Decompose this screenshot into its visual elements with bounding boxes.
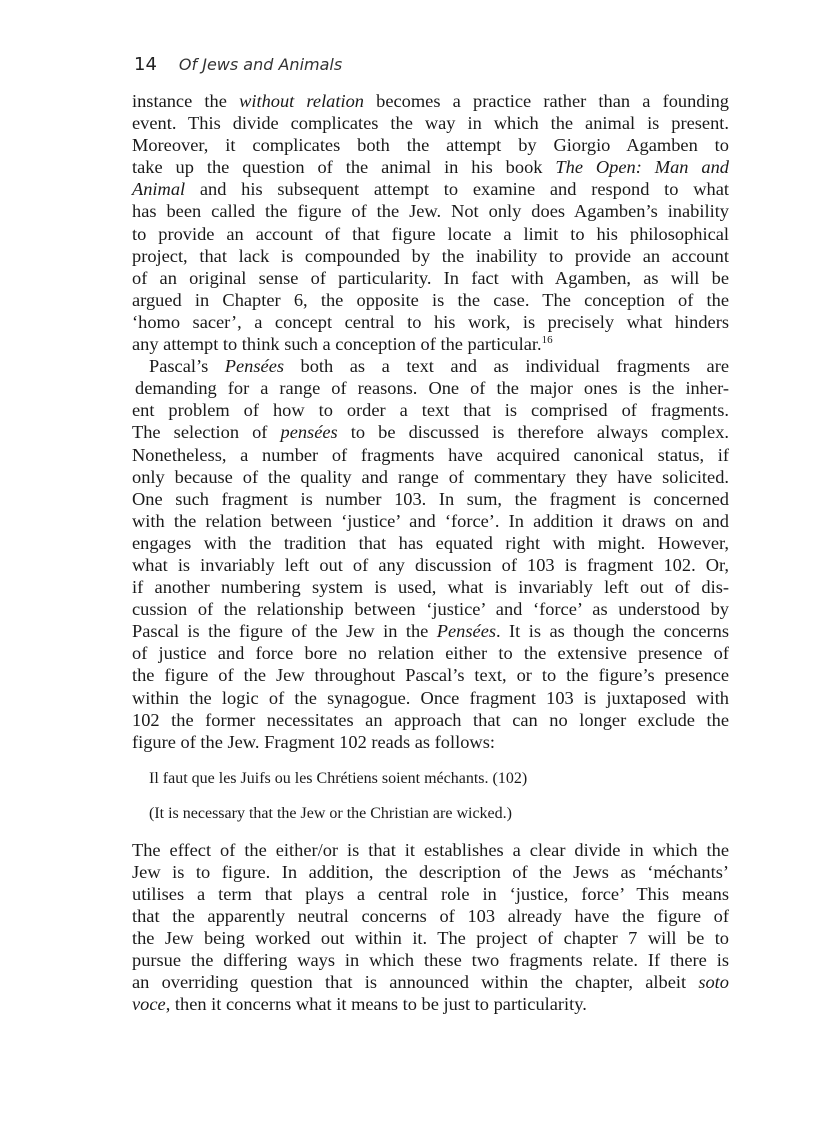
text-line: figure of the Jew. Fragment 102 reads as follows: xyxy=(132,731,495,752)
text-line: voce, then it concerns what it means to be just to particularity. xyxy=(132,994,587,1015)
text-line: event. This divide complicates the way in which the animal is present. xyxy=(132,113,729,134)
body-text xyxy=(132,90,729,1016)
text-line: of justice and force bore no relation either to the extensive presence of xyxy=(132,643,729,664)
paragraph-2 xyxy=(132,355,729,753)
text-line: within the logic of the synagogue. Once fragment 103 is juxtaposed with xyxy=(132,687,729,708)
text-line: Jew is to figure. In addition, the description of the Jews as ‘méchants’ xyxy=(132,861,729,882)
text-line: Nonetheless, a number of fragments have acquired canonical status, if xyxy=(132,444,729,465)
text-line: with the relation between ‘justice’ and ‘force’. In addition it draws on and xyxy=(132,510,729,531)
footnote-reference[interactable]: 16 xyxy=(541,334,553,347)
text-line: demanding for a range of reasons. One of the major ones is the inher- xyxy=(135,378,729,399)
text-line: take up the question of the animal in his book The Open: Man and xyxy=(132,157,729,178)
text-line: Pascal’s Pensées both as a text and as individual fragments are xyxy=(149,356,729,377)
text-line: Pascal is the figure of the Jew in the Pensées. It is as though the concerns xyxy=(132,621,729,642)
text-line: ent problem of how to order a text that is comprised of fragments. xyxy=(132,400,729,421)
work-title: Animal xyxy=(132,179,186,200)
work-title: Pensées xyxy=(436,621,497,642)
text-line: that the apparently neutral concerns of 103 already have the figure of xyxy=(132,906,729,927)
text-line: Animal and his subsequent attempt to examine and respond to what xyxy=(132,179,729,200)
text-line: engages with the tradition that has equated right with might. However, xyxy=(132,532,729,553)
text-line: only because of the quality and range of commentary they have solicited. xyxy=(132,466,729,487)
text-line: argued in Chapter 6, the opposite is the case. The conception of the xyxy=(132,289,729,310)
paragraph-1 xyxy=(132,90,729,355)
text-line: ‘homo sacer’, a concept central to his work, is precisely what hinders xyxy=(132,311,729,332)
text-line: One such fragment is number 103. In sum, the fragment is concerned xyxy=(132,488,729,509)
text-line: project, that lack is compounded by the inability to provide an account xyxy=(132,245,729,266)
quotation-english: (It is necessary that the Jew or the Christian are wicked.) xyxy=(149,804,512,822)
running-head xyxy=(134,54,342,75)
text-line: the Jew being worked out within it. The project of chapter 7 will be to xyxy=(132,928,729,949)
page-number: 14 xyxy=(134,54,157,75)
emphasis: without relation xyxy=(239,91,364,111)
text-line: Moreover, it complicates both the attempt by Giorgio Agamben to xyxy=(132,135,729,156)
quotation-french: Il faut que les Juifs ou les Chrétiens soient méchants. (102) xyxy=(149,769,528,787)
paragraph-3 xyxy=(132,839,729,1016)
text-line: pursue the differing ways in which these two fragments relate. If there is xyxy=(132,950,729,971)
text-line: an overriding question that is announced within the chapter, albeit soto xyxy=(132,972,729,993)
text-line: instance the without relation becomes a practice rather than a founding xyxy=(132,91,729,111)
text-line: any attempt to think such a conception of the particular.$^{16}$ xyxy=(132,334,553,355)
text-line: of an original sense of particularity. In fact with Agamben, as will be xyxy=(132,267,729,288)
text-line: The selection of pensées to be discussed is therefore always complex. xyxy=(132,422,729,443)
work-title: The Open: Man and xyxy=(555,157,729,178)
text-line: what is invariably left out of any discussion of 103 is fragment 102. Or, xyxy=(132,554,729,575)
emphasis: pensées xyxy=(280,422,338,443)
text-line: cussion of the relationship between ‘justice’ and ‘force’ as understood by xyxy=(132,599,729,620)
text-line: 102 the former necessitates an approach that can no longer exclude the xyxy=(132,709,729,730)
book-title: Of Jews and Animals xyxy=(178,55,343,74)
emphasis: voce xyxy=(132,994,166,1015)
text-line: to provide an account of that figure locate a limit to his philosophical xyxy=(132,223,729,244)
text-line: the figure of the Jew throughout Pascal’s text, or to the figure’s presence xyxy=(132,665,729,686)
text-line: The effect of the either/or is that it establishes a clear divide in which the xyxy=(132,839,729,860)
work-title: Pensées xyxy=(224,356,285,377)
emphasis: soto xyxy=(698,972,729,993)
text-line: has been called the figure of the Jew. Not only does Agamben’s inability xyxy=(132,201,729,222)
text-line: utilises a term that plays a central role in ‘justice, force’ This means xyxy=(132,884,729,904)
text-line: if another numbering system is used, what is invariably left out of dis- xyxy=(132,577,729,598)
